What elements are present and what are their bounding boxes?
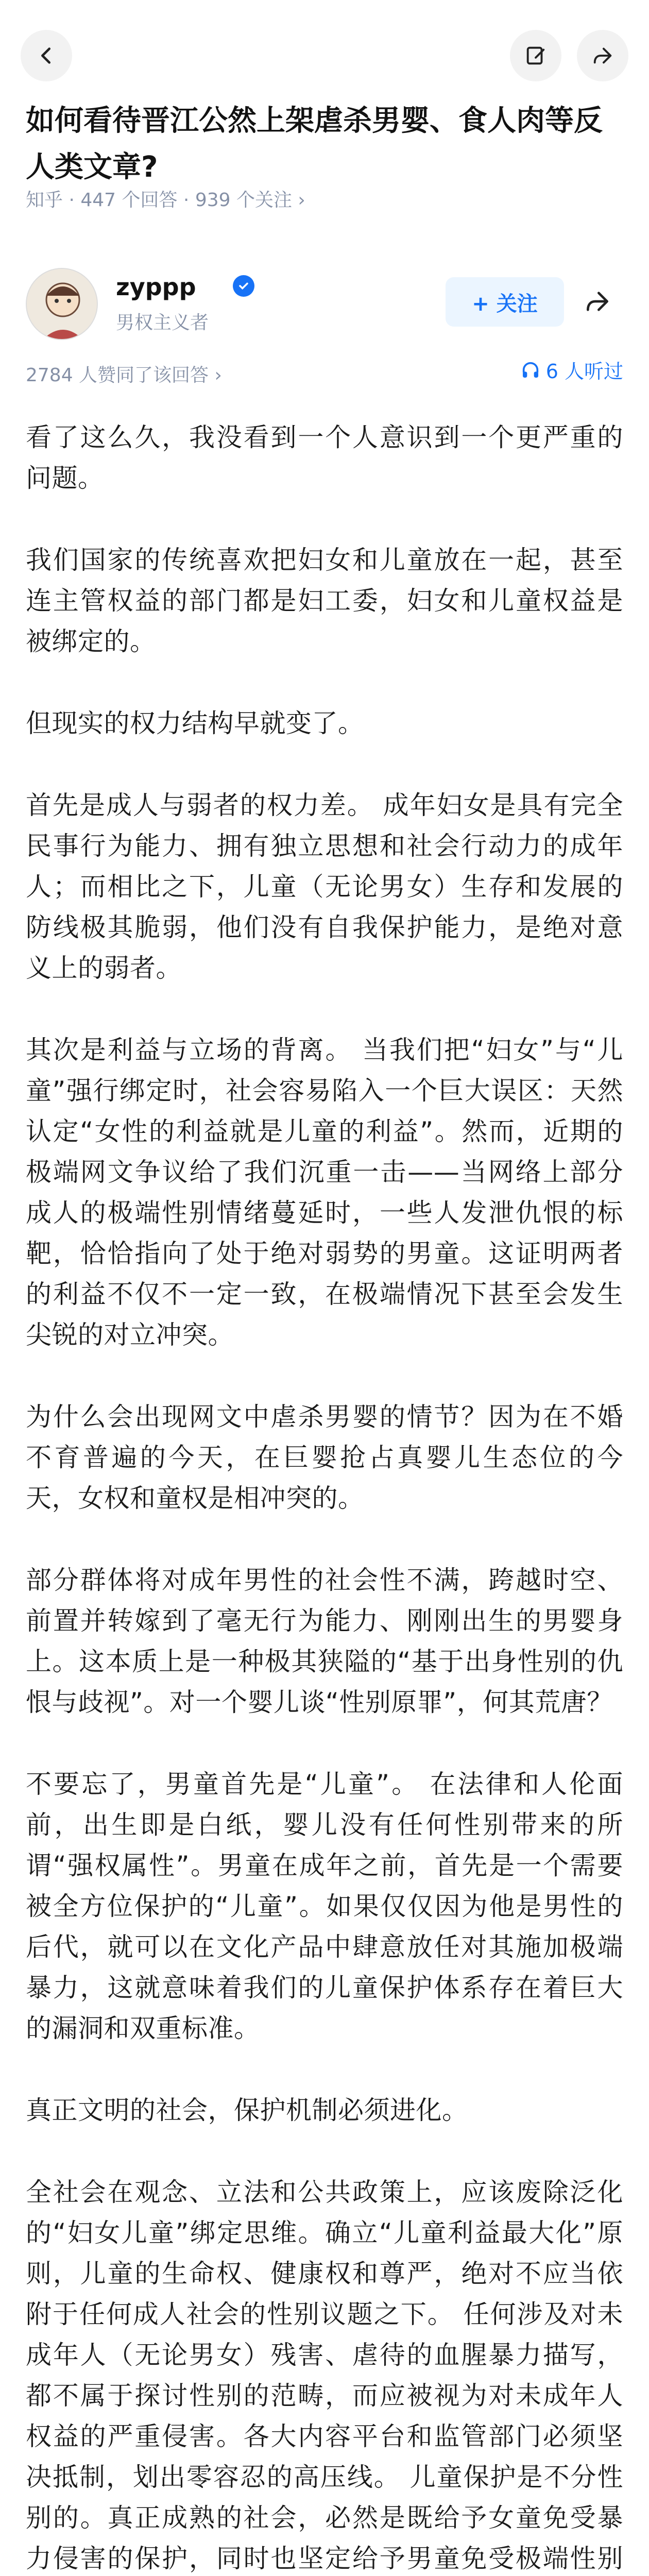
answer-paragraph: 首先是成人与弱者的权力差。 成年妇女是具有完全民事行为能力、拥有独立思想和社会行动力的成年人；而相比之下，儿童（无论男女）生存和发展的防线极其脆弱，他们没有自我保护能力，是绝对意义上的弱者。 bbox=[26, 790, 623, 983]
edit-button[interactable] bbox=[510, 30, 561, 81]
chevron-left-icon bbox=[35, 44, 58, 67]
headphone-icon bbox=[520, 360, 541, 380]
top-bar bbox=[0, 0, 649, 77]
back-button[interactable] bbox=[21, 30, 72, 81]
share-top-button[interactable] bbox=[577, 30, 628, 81]
answer-paragraph: 不要忘了，男童首先是“儿童”。 在法律和人伦面前，出生即是白纸，婴儿没有任何性别带来的所谓“强权属性”。男童在成年之前，首先是一个需要被全方位保护的“儿童”。如果仅仅因为他是男性的后代，就可以在文化产品中肆意放任对其施加极端暴力，这就意味着我们的儿童保护体系存在着巨大的漏洞和双重标准。 bbox=[26, 1769, 623, 2043]
share-icon bbox=[591, 44, 614, 67]
listen-label: 6 人听过 bbox=[545, 360, 623, 383]
verified-badge-icon bbox=[233, 275, 254, 297]
edit-icon bbox=[524, 44, 548, 67]
answer-paragraph: 部分群体将对成年男性的社会性不满，跨越时空、前置并转嫁到了毫无行为能力、刚刚出生的男婴身上。这本质上是一种极其狭隘的“基于出身性别的仇恨与歧视”。对一个婴儿谈“性别原罪”，何其荒唐？ bbox=[26, 1565, 623, 1717]
listen-button[interactable] bbox=[520, 355, 623, 384]
answer-paragraph: 看了这么久，我没看到一个人意识到一个更严重的问题。 bbox=[26, 422, 623, 493]
author-name[interactable]: zyppp bbox=[116, 273, 196, 301]
question-meta[interactable]: 知乎 · 447 个回答 · 939 个关注 › bbox=[26, 190, 305, 211]
follow-button[interactable]: + 关注 bbox=[446, 277, 564, 327]
author-row bbox=[26, 268, 623, 345]
answer-paragraph: 真正文明的社会，保护机制必须进化。 bbox=[26, 2095, 468, 2125]
question-title[interactable]: 如何看待晋江公然上架虐杀男婴、食人肉等反人类文章? bbox=[26, 104, 603, 184]
author-avatar[interactable] bbox=[26, 268, 98, 340]
answer-paragraph: 但现实的权力结构早就变了。 bbox=[26, 708, 364, 738]
share-icon bbox=[583, 287, 612, 316]
answer-paragraph: 我们国家的传统喜欢把妇女和儿童放在一起，甚至连主管权益的部门都是妇工委，妇女和儿童权益是被绑定的。 bbox=[26, 545, 623, 656]
author-bio: 男权主义者 bbox=[116, 312, 209, 333]
answer-paragraph: 全社会在观念、立法和公共政策上，应该废除泛化的“妇女儿童”绑定思维。确立“儿童利益最大化”原则，儿童的生命权、健康权和尊严，绝对不应当依附于任何成人社会的性别议题之下。 任何涉及对未成年人（无论男女）残害、虐待的血腥暴力描写，都不属于探讨性别的范畴，而应被视为对未成年人权益的严重侵害。各大内容平台和监管部门必须坚决抵制，划出零容忍的高压线。 儿童保护是不分性别的。真正成熟的社会，必然是既给予女童免受暴力侵害的保护，同时也坚定给予男童免受极端性别 bbox=[26, 2177, 623, 2573]
share-button[interactable] bbox=[572, 278, 623, 325]
avatar-illustration bbox=[27, 269, 98, 340]
answer-paragraph: 其次是利益与立场的背离。 当我们把“妇女”与“儿童”强行绑定时，社会容易陷入一个巨大误区：天然认定“女性的利益就是儿童的利益”。然而，近期的极端网文争议给了我们沉重一击——当网络上部分成人的极端性别情绪蔓延时，一些人发泄仇恨的标靶，恰恰指向了处于绝对弱势的男童。这证明两者的利益不仅不一定一致，在极端情况下甚至会发生尖锐的对立冲突。 bbox=[26, 1035, 623, 1350]
upvote-summary[interactable]: 2784 人赞同了该回答 › bbox=[26, 365, 222, 386]
answer-paragraph: 为什么会出现网文中虐杀男婴的情节？因为在不婚不育普遍的今天，在巨婴抢占真婴儿生态位的今天，女权和童权是相冲突的。 bbox=[26, 1402, 623, 1513]
answer-body bbox=[26, 417, 623, 2576]
